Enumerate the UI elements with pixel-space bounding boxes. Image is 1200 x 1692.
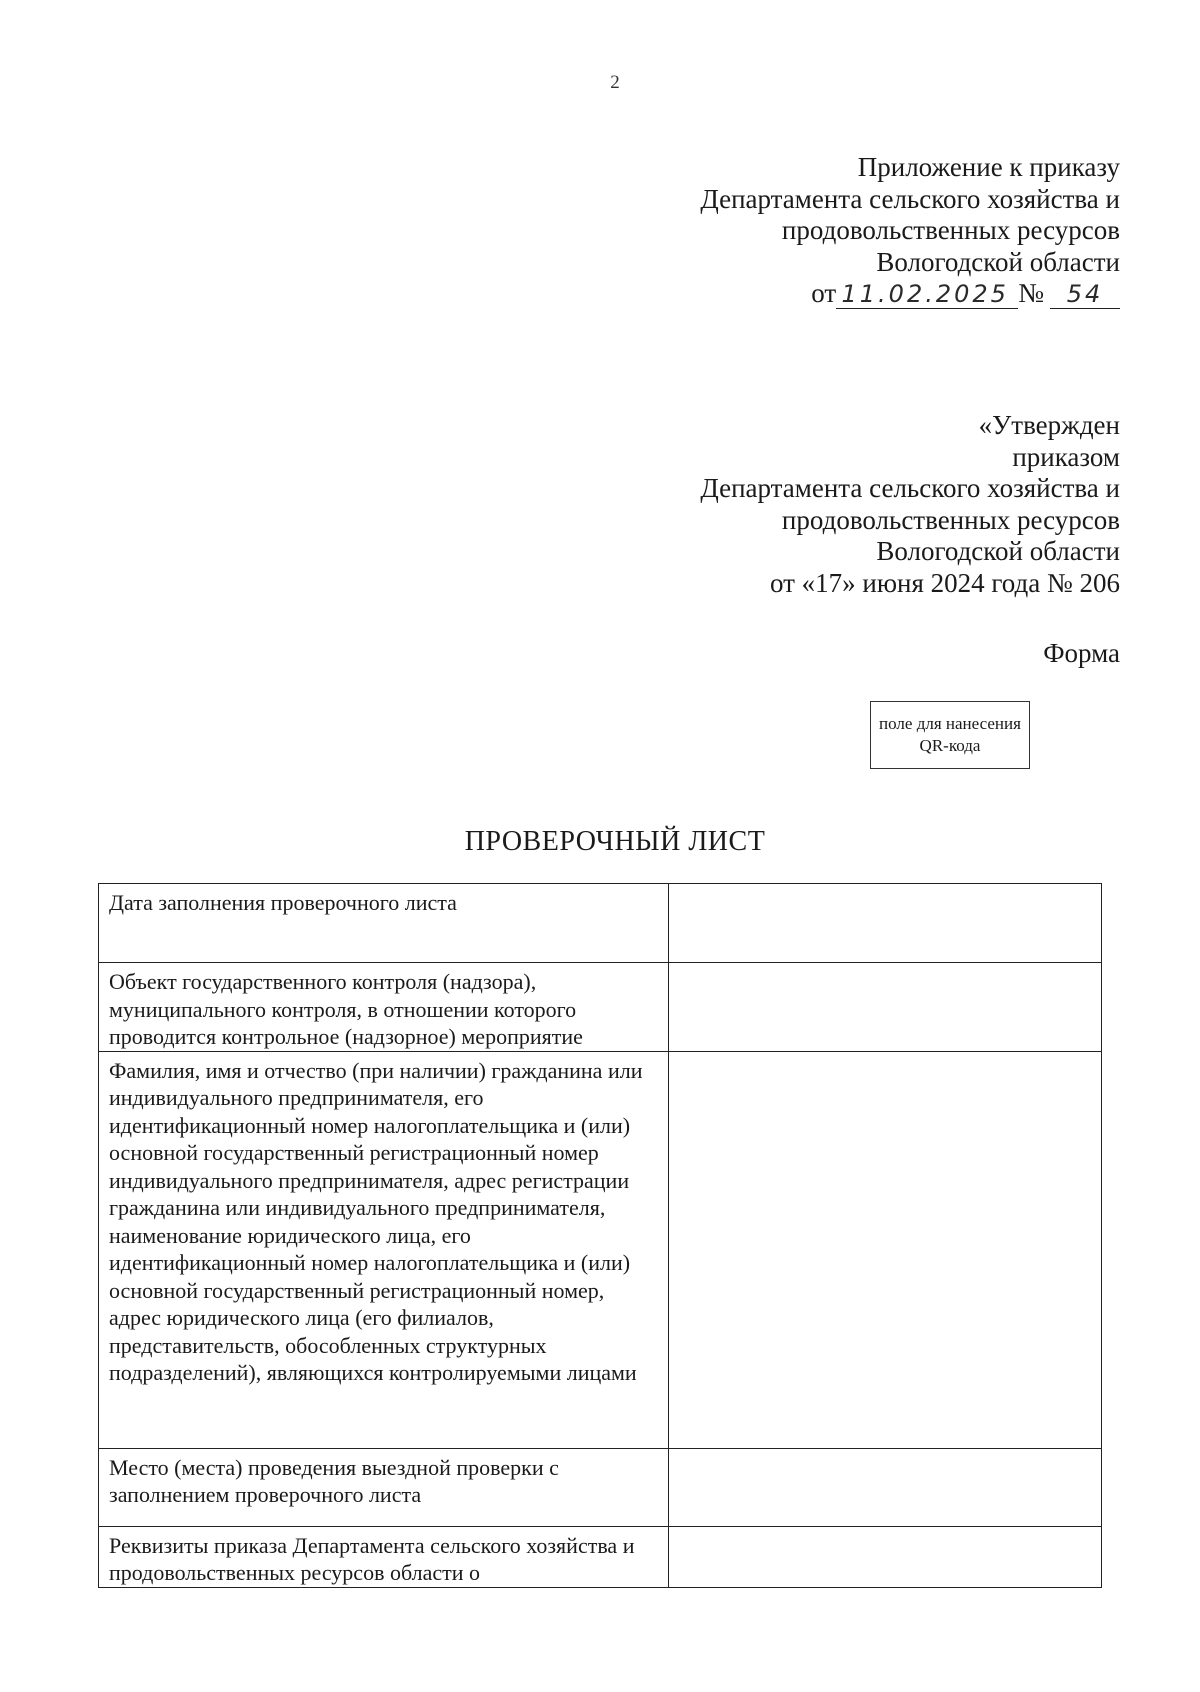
row-value-cell[interactable] — [669, 884, 1102, 963]
approval-line: от «17» июня 2024 года № 206 — [769, 567, 1120, 598]
annex-line: Департамента сельского хозяйства и — [700, 183, 1120, 214]
row-value-cell[interactable] — [669, 963, 1102, 1052]
row-label: Реквизиты приказа Департамента сельского хозяйства и продовольственных ресурсов области о — [109, 1532, 635, 1585]
approval-header — [700, 410, 1120, 599]
date-prefix: от — [811, 278, 837, 308]
row-label-cell — [99, 963, 669, 1052]
annex-date-line — [700, 278, 1120, 310]
page-number: 2 — [610, 72, 620, 93]
checklist-table — [98, 883, 1102, 1588]
row-value-cell[interactable] — [669, 1526, 1102, 1587]
approval-line: приказом — [1012, 441, 1120, 472]
handwritten-date: 11.02.2025 — [836, 281, 1018, 309]
document-title: ПРОВЕРОЧНЫЙ ЛИСТ — [464, 826, 766, 857]
table-row — [99, 963, 1102, 1052]
approval-line: Департамента сельского хозяйства и — [700, 473, 1120, 503]
annex-header — [700, 152, 1120, 310]
row-label: Фамилия, имя и отчество (при наличии) гражданина или индивидуального предпринимателя, его идентификационный номер налогоплательщика и (или) основной государственный регистрационный номер индивидуального предпринимателя, адрес регистрации гражданина или индивидуального предпринимателя, наименование юридического лица, его идентификационный номер налогоплательщика и (или) основной государственный регистрационный номер, адрес юридического лица (его филиалов, представительств, обособленных структурных подразделений), являющихся контролируемыми лицами — [109, 1057, 643, 1385]
table-row — [99, 1051, 1102, 1448]
approval-line: «Утвержден — [978, 410, 1120, 440]
row-label-cell — [99, 1448, 669, 1526]
row-label-cell — [99, 1526, 669, 1587]
annex-line: продовольственных ресурсов — [781, 215, 1120, 245]
qr-placeholder-text: поле для нанесения QR-кода — [879, 714, 1021, 755]
approval-line: Вологодской области — [876, 536, 1120, 566]
form-label: Форма — [1043, 638, 1120, 668]
annex-line: Приложение к приказу — [857, 152, 1120, 182]
row-label: Дата заполнения проверочного листа — [109, 890, 457, 915]
row-label-cell — [99, 884, 669, 963]
row-value-cell[interactable] — [669, 1051, 1102, 1448]
annex-line: Вологодской области — [876, 246, 1120, 277]
row-label-cell — [99, 1051, 669, 1448]
handwritten-number: 54 — [1050, 281, 1120, 309]
row-label: Место (места) проведения выездной проверки с заполнением проверочного листа — [109, 1454, 559, 1507]
number-prefix: № — [1018, 278, 1044, 308]
approval-line: продовольственных ресурсов — [781, 504, 1120, 535]
qr-code-placeholder — [870, 701, 1030, 769]
table-row — [99, 884, 1102, 963]
table-row — [99, 1448, 1102, 1526]
table-row — [99, 1526, 1102, 1587]
row-label: Объект государственного контроля (надзора), муниципального контроля, в отношении которого проводится контрольное (надзорное) мероприятие — [109, 969, 583, 1049]
row-value-cell[interactable] — [669, 1448, 1102, 1526]
